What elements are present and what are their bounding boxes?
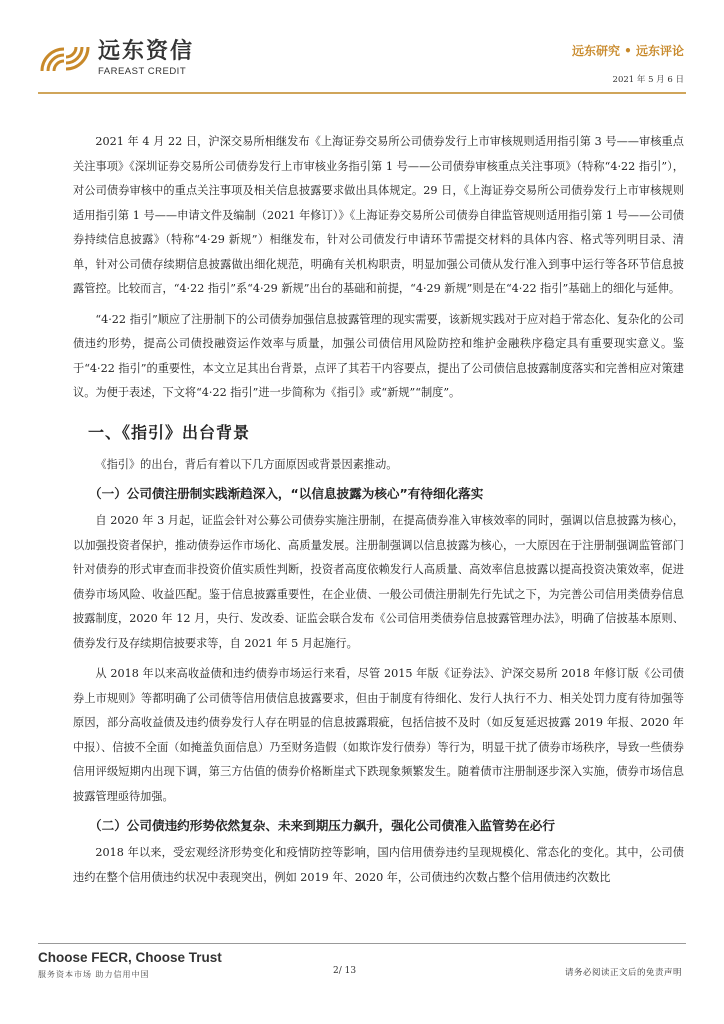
section-heading-1: 一、《指引》出台背景 bbox=[88, 422, 251, 442]
paragraph-1: 2021 年 4 月 22 日，沪深交易所相继发布《上海证券交易所公司债券发行上市审核规则适用指引第 3 号——审核重点关注事项》《深圳证券交易所公司债券发行上市审核业务指引第 1 号——公司债券审核重点关注事项》（特称“4·22 指引”），对公司债券审核中的重点关注事项及相关信息披露要求做出具体规定。29 日，《上海证券交易所公司债券发行上市审核规则适用指引第 1 号——申请文件及编制（2021 年修订）》《上海证券交易所公司债券自律监管规则适用指引第 1 号——公司债券持续信息披露》（特称“4·29 新规”）相继发布，针对公司债发行申请环节需提交材料的具体内容、格式等列明目录、清单，针对公司债存续期信息披露做出细化规范，明确有关机构职责，明显加强公司债从发行准入到事中运行等各环节信息披露管控。比较而言，“4·22 指引”系“4·29 新规”出台的基础和前提，“4·29 新规”则是在“4·22 指引”基础上的细化与延伸。 bbox=[73, 135, 684, 295]
report-series: 远东研究 • 远东评论 bbox=[571, 44, 684, 58]
report-date: 2021 年 5 月 6 日 bbox=[612, 75, 684, 85]
logo-chinese-name: 远东资信 bbox=[98, 39, 195, 64]
page-number: 2/ 13 bbox=[333, 966, 357, 976]
paragraph-3: 《指引》的出台，背后有着以下几方面原因或背景因素推动。 bbox=[95, 457, 398, 471]
footer-slogan: Choose FECR, Choose Trust bbox=[38, 950, 222, 965]
fareast-logo-icon bbox=[38, 41, 92, 77]
footer-disclaimer: 请务必阅读正文后的免责声明 bbox=[564, 968, 682, 978]
logo bbox=[38, 40, 194, 78]
header-divider bbox=[38, 92, 686, 94]
document-body bbox=[73, 130, 684, 890]
footer-tagline: 服务资本市场 助力信用中国 bbox=[38, 970, 150, 979]
paragraph-4: 自 2020 年 3 月起，证监会针对公募公司债券实施注册制，在提高债券准入审核效率的同时，强调以信息披露为核心，以加强投资者保护，推动债券运作市场化、高质量发展。注册制强调以信息披露为核心，一大原因在于注册制强调监管部门针对债券的形式审查而非投资价值实质性判断，投资者高度依赖发行人高质量、高效率信息披露以提高投资决策效率，促进债券市场风险、收益匹配。鉴于信息披露重要性，在企业债、一般公司债注册制先行先试之下，为完善公司信用类债券信息披露制度，2020 年 12 月，央行、发改委、证监会联合发布《公司信用类债券信息披露管理办法》，明确了信披基本原则、债券发行及存续期信披要求等，自 2021 年 5 月起施行。 bbox=[73, 514, 684, 650]
paragraph-5: 从 2018 年以来高收益债和违约债券市场运行来看，尽管 2015 年版《证券法》、沪深交易所 2018 年修订版《公司债券上市规则》等都明确了公司债等信用债信息披露要求，但由于制度有待细化、发行人执行不力、相关处罚力度有待加强等原因，部分高收益债及违约债券发行人存在明显的信息披露瑕疵，包括信披不及时（如反复延迟披露 2019 年报、2020 年中报）、信披不全面（如掩盖负面信息）乃至财务造假（如欺诈发行债券）等行为，明显干扰了债券市场秩序，导致一些债券信用评级短期内出现下调，第三方估值的债券价格断崖式下跌现象频繁发生。随着债市注册制逐步深入实施，债券市场信息披露管理亟待加强。 bbox=[73, 667, 684, 803]
footer-divider bbox=[38, 943, 686, 944]
subsection-heading-2: （二）公司债违约形势依然复杂、未来到期压力飙升，强化公司债准入监管势在必行 bbox=[89, 818, 555, 833]
subsection-heading-1: （一）公司债注册制实践渐趋深入，“以信息披露为核心”有待细化落实 bbox=[89, 486, 484, 501]
logo-english-name: FAREAST CREDIT bbox=[98, 66, 187, 77]
paragraph-6: 2018 年以来，受宏观经济形势变化和疫情防控等影响，国内信用债券违约呈现规模化、常态化的变化。其中，公司债违约在整个信用债违约状况中表现突出，例如 2019 年、2020 年，公司债违约次数占整个信用债违约次数比 bbox=[73, 846, 684, 884]
paragraph-2: “4·22 指引”顺应了注册制下的公司债券加强信息披露管理的现实需要，该新规实践对于应对趋于常态化、复杂化的公司债违约形势，提高公司债投融资运作效率与质量，加强公司债信用风险防控和维护金融秩序稳定具有重要现实意义。鉴于“4·22 指引”的重要性，本文立足其出台背景，点评了其若干内容要点，提出了公司债信息披露制度落实和完善相应对策建议。为便于表述，下文将“4·22 指引”进一步简称为《指引》或“新规”“制度”。 bbox=[73, 312, 684, 399]
